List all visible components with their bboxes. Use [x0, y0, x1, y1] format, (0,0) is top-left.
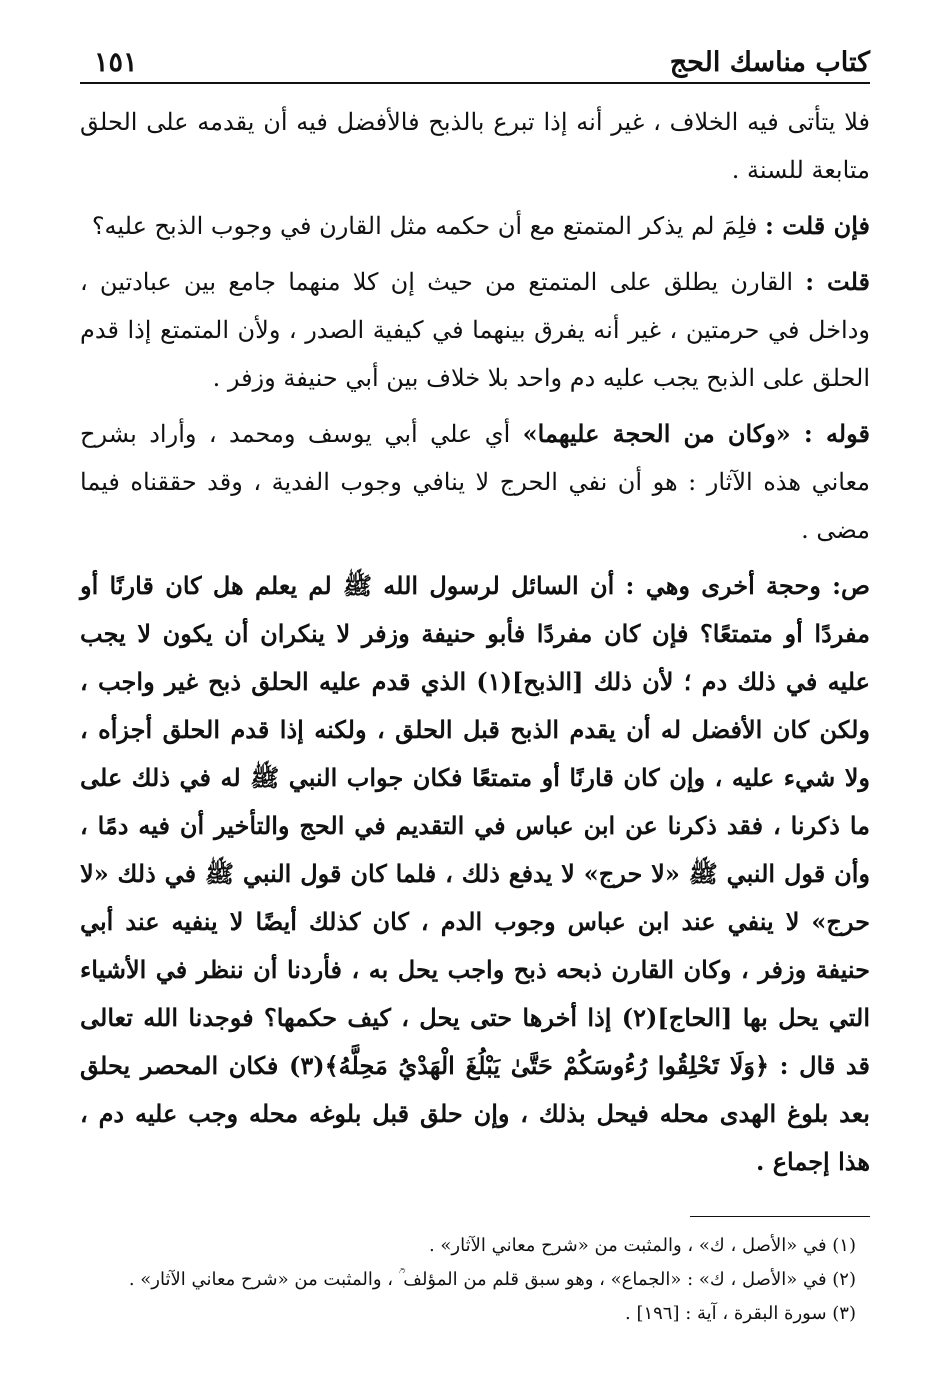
page-header: [80, 30, 870, 84]
paragraph-2: [80, 202, 870, 250]
footnote-1: (١) في «الأصل ، ك» ، والمثبت من «شرح معاني الآثار» .: [428, 1235, 856, 1256]
page-number: ١٥١: [94, 47, 138, 78]
footnote-3: (٣) سورة البقرة ، آية : [١٩٦] .: [625, 1303, 856, 1324]
paragraph-4-text: أي علي أبي يوسف ومحمد ، وأراد بشرح معاني هذه الآثار : هو أن نفي الحرج لا ينافي وجوب الفدية ، وقد حققناه فيما مضى .: [80, 420, 870, 544]
paragraph-4: [80, 410, 870, 554]
paragraph-3: [80, 258, 870, 402]
book-page: [80, 30, 870, 1333]
main-passage: ص: وحجة أخرى وهي : أن السائل لرسول الله ﷺ لم يعلم هل كان قارنًا أو مفردًا أو متمتعًا؟ فإن كان مفردًا فأبو حنيفة وزفر لا ينكران أن يكون لا يجب عليه في ذلك دم ؛ لأن ذلك [الذبح](١) الذي قدم عليه الحلق ذبح غير واجب ، ولكن كان الأفضل له أن يقدم الذبح قبل الحلق ، ولكنه إذا قدم الحلق أجزأه ، ولا شيء عليه ، وإن كان قارنًا أو متمتعًا فكان جواب النبي ﷺ له في ذلك على ما ذكرنا ، فقد ذكرنا عن ابن عباس في التقديم في الحج والتأخير أن فيه دمًا ، وأن قول النبي ﷺ «لا حرج» لا يدفع ذلك ، فلما كان قول النبي ﷺ في ذلك «لا حرج» لا ينفي عند ابن عباس وجوب الدم ، كان كذلك أيضًا لا ينفيه عند أبي حنيفة وزفر ، وكان القارن ذبحه ذبح واجب يحل به ، فأردنا أن ننظر في الأشياء التي يحل بها [الحاج](٢) إذا أخرها حتى يحل ، كيف حكمها؟ فوجدنا الله تعالى قد قال : ﴿وَلَا تَحْلِقُوا رُءُوسَكُمْ حَتَّىٰ يَبْلُغَ الْهَدْيُ مَحِلَّهُ﴾(٣) فكان المحصر يحلق بعد بلوغ الهدى محله فيحل بذلك ، وإن حلق قبل بلوغه محله وجب عليه دم ، هذا إجماع .: [80, 571, 871, 1176]
footnote-2: (٢) في «الأصل ، ك» : «الجماع» ، وهو سبق قلم من المؤلف ؒ ، والمثبت من «شرح معاني الآثار» .: [128, 1269, 856, 1290]
footnote-divider: [690, 1216, 870, 1217]
paragraph-3-text: القارن يطلق على المتمتع من حيث إن كلا منهما جامع بين عبادتين ، وداخل في حرمتين ، غير أنه يفرق بينهما في كيفية الصدر ، ولأن المتمتع إذا قدم الحلق على الذبح يجب عليه دم واحد بلا خلاف بين أبي حنيفة وزفر .: [80, 268, 870, 392]
paragraph-1: [80, 98, 870, 194]
paragraph-2-lead: فإن قلت :: [765, 211, 870, 240]
footnotes: [80, 1231, 870, 1329]
running-title: كتاب مناسك الحج: [669, 47, 870, 78]
paragraph-4-lead: قوله : «وكان من الحجة عليهما»: [522, 419, 870, 448]
body-text: [80, 98, 870, 1186]
paragraph-3-lead: قلت :: [805, 267, 870, 296]
paragraph-1-text: فلا يتأتى فيه الخلاف ، غير أنه إذا تبرع بالذبح فالأفضل فيه أن يقدمه على الحلق متابعة للسنة .: [80, 108, 870, 184]
paragraph-2-text: فلِمَ لم يذكر المتمتع مع أن حكمه مثل القارن في وجوب الذبح عليه؟: [91, 212, 766, 240]
